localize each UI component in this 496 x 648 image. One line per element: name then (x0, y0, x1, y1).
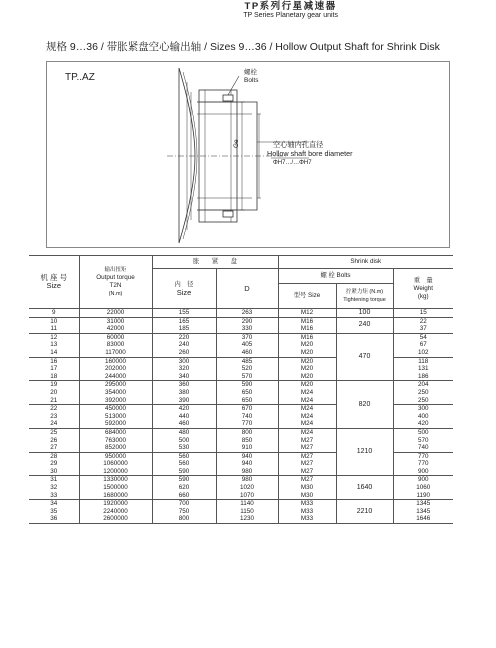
cell-inner: 560 (152, 452, 216, 460)
cell-weight: 900 (393, 468, 453, 476)
bore-label-en: Hollow shaft bore diameter (267, 149, 353, 158)
cell-weight: 118 (418, 357, 429, 365)
cell-torque: 450000 (79, 405, 152, 413)
table-row (29, 500, 453, 508)
drawing-svg (47, 62, 451, 249)
shrink-disk-header-en: Shrink disk (278, 256, 453, 269)
cell-inner: 155 (152, 309, 216, 318)
cell-size: 31 (29, 476, 79, 484)
cell-bolt: M16 (278, 317, 336, 325)
col-tightening-header: 拧紧力矩 (N.m) Tightening torque (336, 284, 393, 309)
cell-inner: 260 (152, 349, 216, 357)
header-title-en: TP Series Planetary gear units (243, 12, 338, 19)
cell-torque: 592000 (79, 420, 152, 428)
cell-torque: 1920000 (79, 500, 152, 508)
cell-d: 910 (216, 444, 278, 452)
cell-bolt: M30 (278, 484, 336, 492)
cell-size: 10 (29, 317, 79, 325)
cell-bolt: M27 (278, 452, 336, 460)
cell-tightening-torque: 240 (336, 317, 393, 333)
cell-d: 650 (216, 389, 278, 397)
cell-inner: 420 (152, 405, 216, 413)
cell-torque: 763000 (79, 437, 152, 445)
cell-torque: 1500000 (79, 484, 152, 492)
cell-torque: 950000 (79, 452, 152, 460)
cell-size: 25 (29, 428, 79, 436)
cell-d: 800 (216, 428, 278, 436)
bolts-label-en: Bolts (244, 77, 259, 84)
cell-tightening-torque: 100 (336, 309, 393, 318)
cell-weight: 770 (417, 452, 429, 460)
cell-bolt: M24 (278, 405, 336, 413)
cell-bolt: M24 (278, 420, 336, 428)
cell-weight: 22 (419, 317, 427, 325)
cell-inner: 530 (152, 444, 216, 452)
cell-size: 35 (29, 508, 79, 516)
bore-label-cn: 空心轴内孔直径 (273, 140, 324, 149)
cell-torque: 295000 (79, 381, 152, 389)
cell-size: 29 (29, 460, 79, 468)
spec-table (29, 255, 453, 524)
cell-tightening-torque: 470 (336, 333, 393, 381)
cell-bolt: M27 (278, 468, 336, 476)
cell-size: 9 (29, 309, 79, 318)
cell-inner: 750 (152, 508, 216, 516)
cell-torque: 2600000 (79, 515, 152, 523)
cell-bolt: M12 (278, 309, 336, 318)
page-header (243, 1, 338, 20)
cell-torque: 513000 (79, 413, 152, 421)
cell-bolt: M20 (278, 373, 336, 381)
cell-size: 18 (29, 373, 79, 381)
cell-torque: 1060000 (79, 460, 152, 468)
cell-d: 650 (216, 397, 278, 405)
cell-torque: 31000 (79, 317, 152, 325)
cell-torque: 2240000 (79, 508, 152, 516)
cell-size: 19 (29, 381, 79, 389)
cell-d: 370 (216, 333, 278, 341)
cell-weight: 131 (417, 365, 429, 373)
cell-size: 28 (29, 452, 79, 460)
cell-size: 13 (29, 341, 79, 349)
cell-d: 263 (216, 309, 278, 318)
table-row (29, 309, 453, 318)
cell-inner: 460 (152, 420, 216, 428)
cell-bolt: M27 (278, 444, 336, 452)
cell-weight: 1345 (416, 500, 431, 508)
cell-size: 23 (29, 413, 79, 421)
cell-weight: 67 (419, 341, 427, 349)
cell-d: 670 (216, 405, 278, 413)
cell-torque: 852000 (79, 444, 152, 452)
cell-torque: 117000 (79, 349, 152, 357)
cell-d: 980 (216, 468, 278, 476)
cell-torque: 1200000 (79, 468, 152, 476)
cell-weight: 300 (417, 405, 429, 413)
cell-d: 590 (216, 381, 278, 389)
cell-bolt: M24 (278, 428, 336, 436)
cell-weight: 770 (417, 460, 429, 468)
cell-weight: 1190 (393, 492, 453, 500)
cell-d: 940 (216, 452, 278, 460)
cell-torque: 392000 (79, 397, 152, 405)
cell-d: 1020 (216, 484, 278, 492)
cell-d: 460 (216, 349, 278, 357)
cell-bolt: M33 (278, 515, 336, 523)
cell-size: 26 (29, 437, 79, 445)
cell-inner: 220 (152, 333, 216, 341)
table-row (29, 317, 453, 325)
cell-torque: 83000 (79, 341, 152, 349)
shrink-disk-header-cn: 胀 紧 盘 (152, 256, 278, 269)
model-label: TP..AZ (65, 72, 95, 83)
cell-inner: 380 (152, 389, 216, 397)
bolts-label-cn: 螺栓 (244, 69, 257, 76)
table-row (29, 476, 453, 484)
cell-inner: 590 (152, 468, 216, 476)
cell-size: 30 (29, 468, 79, 476)
cell-size: 11 (29, 325, 79, 333)
col-bolt-type-header: 型号 Size (278, 284, 336, 309)
col-torque-header: 输出扭矩 Output torque T2N (N.m) (79, 256, 152, 309)
bolts-header: 螺 栓 Bolts (278, 269, 393, 284)
cell-bolt: M27 (278, 460, 336, 468)
cell-size: 36 (29, 515, 79, 523)
cell-d: 520 (216, 365, 278, 373)
cell-size: 12 (29, 333, 79, 341)
cell-inner: 240 (152, 341, 216, 349)
cell-torque: 160000 (79, 357, 152, 365)
cell-weight: 400 (417, 412, 429, 420)
cell-weight: 186 (393, 373, 453, 381)
cell-bolt: M30 (278, 492, 336, 500)
cell-size: 20 (29, 389, 79, 397)
cell-weight: 15 (393, 309, 453, 318)
col-inner-header: 内 径 Size (152, 269, 216, 309)
cell-weight: 1345 (416, 507, 431, 515)
cell-bolt: M33 (278, 508, 336, 516)
cell-inner: 480 (152, 428, 216, 436)
cell-size: 17 (29, 365, 79, 373)
cell-d: 405 (216, 341, 278, 349)
col-size-header: 机 座 号 Size (29, 256, 79, 309)
cell-bolt: M16 (278, 333, 336, 341)
ge-label: Ge (233, 139, 240, 148)
cell-d: 330 (216, 325, 278, 333)
cell-torque: 354000 (79, 389, 152, 397)
cell-tightening-torque: 2210 (336, 500, 393, 524)
table-row (29, 381, 453, 389)
cell-bolt: M20 (278, 365, 336, 373)
cell-d: 740 (216, 413, 278, 421)
technical-drawing (46, 61, 450, 248)
cell-inner: 660 (152, 492, 216, 500)
cell-bolt: M20 (278, 349, 336, 357)
cell-inner: 185 (152, 325, 216, 333)
cell-bolt: M33 (278, 500, 336, 508)
cell-bolt: M27 (278, 437, 336, 445)
cell-weight: 250 (393, 397, 453, 405)
cell-torque: 1330000 (79, 476, 152, 484)
cell-size: 32 (29, 484, 79, 492)
cell-size: 14 (29, 349, 79, 357)
cell-bolt: M24 (278, 389, 336, 397)
cell-inner: 390 (152, 397, 216, 405)
cell-d: 770 (216, 420, 278, 428)
cell-bolt: M24 (278, 413, 336, 421)
cell-torque: 60000 (79, 333, 152, 341)
cell-inner: 165 (152, 317, 216, 325)
cell-inner: 360 (152, 381, 216, 389)
cell-torque: 202000 (79, 365, 152, 373)
spec-table-body (29, 309, 453, 524)
cell-size: 21 (29, 397, 79, 405)
cell-inner: 340 (152, 373, 216, 381)
table-row (29, 428, 453, 436)
cell-torque: 1680000 (79, 492, 152, 500)
cell-weight: 740 (393, 444, 453, 452)
cell-size: 34 (29, 500, 79, 508)
cell-weight: 900 (417, 476, 429, 484)
cell-bolt: M24 (278, 397, 336, 405)
cell-d: 1230 (216, 515, 278, 523)
cell-torque: 684000 (79, 428, 152, 436)
cell-weight: 102 (393, 349, 453, 357)
cell-weight: 500 (417, 428, 429, 436)
cell-weight: 250 (417, 388, 429, 396)
cell-inner: 300 (152, 357, 216, 365)
cell-size: 22 (29, 405, 79, 413)
cell-d: 485 (216, 357, 278, 365)
cell-inner: 440 (152, 413, 216, 421)
cell-d: 1150 (216, 508, 278, 516)
cell-weight: 54 (419, 333, 427, 341)
bore-tolerance: ΦH7…/…ΦH7 (273, 160, 312, 166)
cell-size: 24 (29, 420, 79, 428)
cell-d: 570 (216, 373, 278, 381)
cell-inner: 590 (152, 476, 216, 484)
col-d-header: D (216, 269, 278, 309)
table-row (29, 333, 453, 341)
cell-d: 940 (216, 460, 278, 468)
col-weight-header: 重 量 Weight (kg) (393, 269, 453, 309)
section-subtitle: 规格 9…36 / 带胀紧盘空心输出轴 / Sizes 9…36 / Hollow Output Shaft for Shrink Disk (46, 41, 440, 53)
cell-torque: 42000 (79, 325, 152, 333)
cell-d: 980 (216, 476, 278, 484)
cell-torque: 244000 (79, 373, 152, 381)
cell-d: 1070 (216, 492, 278, 500)
cell-size: 27 (29, 444, 79, 452)
cell-inner: 800 (152, 515, 216, 523)
cell-inner: 320 (152, 365, 216, 373)
cell-inner: 700 (152, 500, 216, 508)
cell-weight: 1646 (393, 515, 453, 523)
cell-weight: 1060 (416, 484, 431, 492)
cell-tightening-torque: 1640 (336, 476, 393, 500)
cell-bolt: M20 (278, 357, 336, 365)
cell-bolt: M20 (278, 381, 336, 389)
cell-bolt: M20 (278, 341, 336, 349)
cell-inner: 560 (152, 460, 216, 468)
cell-inner: 620 (152, 484, 216, 492)
cell-bolt: M16 (278, 325, 336, 333)
cell-inner: 500 (152, 437, 216, 445)
cell-d: 290 (216, 317, 278, 325)
cell-size: 16 (29, 357, 79, 365)
cell-tightening-torque: 820 (336, 381, 393, 429)
cell-weight: 204 (417, 381, 429, 389)
cell-bolt: M27 (278, 476, 336, 484)
cell-weight: 420 (393, 420, 453, 428)
cell-weight: 570 (417, 436, 429, 444)
header-title-cn: TP系列行星减速器 (244, 1, 337, 12)
cell-d: 1140 (216, 500, 278, 508)
cell-tightening-torque: 1210 (336, 428, 393, 476)
cell-weight: 37 (393, 325, 453, 333)
cell-torque: 22000 (79, 309, 152, 318)
cell-size: 33 (29, 492, 79, 500)
cell-d: 850 (216, 437, 278, 445)
